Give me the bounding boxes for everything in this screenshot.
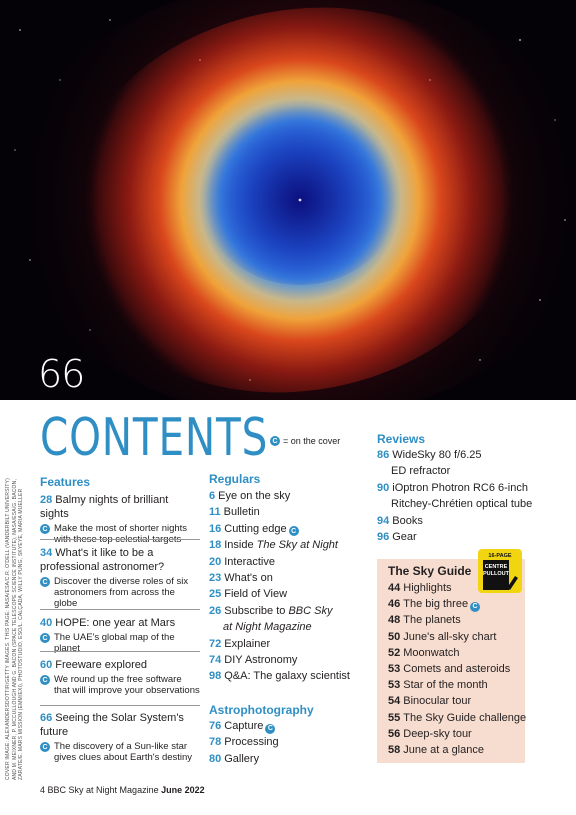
list-item[interactable] — [377, 447, 532, 463]
feature-item[interactable] — [40, 711, 200, 763]
feature-title: What's it like to be a professional astronomer? — [40, 547, 165, 573]
feature-title: Seeing the Solar System's future — [40, 712, 184, 738]
list-item[interactable] — [209, 668, 350, 684]
helix-nebula-image — [0, 0, 576, 400]
page-title: CONTENTS — [40, 408, 269, 468]
list-item[interactable] — [209, 537, 350, 553]
cover-key — [270, 436, 340, 446]
item-title-cont: at Night Magazine — [223, 621, 312, 634]
item-page: 55 — [388, 711, 401, 724]
list-item[interactable] — [209, 636, 350, 652]
item-title: The big three — [403, 598, 469, 611]
feature-item[interactable] — [40, 616, 200, 654]
item-title: Field of View — [224, 588, 288, 601]
feature-item[interactable] — [40, 493, 200, 545]
list-item[interactable] — [388, 596, 526, 612]
item-title-cont: ED refractor — [391, 465, 451, 478]
feature-page: 28 — [40, 494, 53, 506]
list-item-continued — [377, 496, 532, 512]
divider — [40, 609, 200, 610]
badge-line: PULLOUT — [483, 571, 509, 577]
item-page: 20 — [209, 555, 222, 568]
item-title: Processing — [224, 736, 279, 749]
item-page: 53 — [388, 679, 401, 692]
item-title: Books — [392, 514, 423, 527]
item-title: Star of the month — [403, 679, 488, 692]
list-item[interactable] — [209, 554, 350, 570]
feature-page: 34 — [40, 547, 53, 559]
item-page: 25 — [209, 588, 222, 601]
list-item[interactable] — [209, 734, 279, 750]
list-item[interactable] — [209, 751, 279, 767]
item-title: June's all-sky chart — [403, 630, 497, 643]
list-item[interactable] — [209, 652, 350, 668]
astrophotography-list — [209, 718, 279, 767]
item-title: The Sky Guide challenge — [403, 711, 527, 724]
item-page: 80 — [209, 752, 222, 765]
feature-sub: The UAE's global map of the planet — [54, 632, 175, 654]
item-page: 26 — [209, 604, 222, 617]
item-title: June at a glance — [403, 744, 484, 757]
item-title: The planets — [403, 614, 461, 627]
features-heading: Features — [40, 475, 91, 489]
item-page: 90 — [377, 481, 390, 494]
item-page: 86 — [377, 449, 390, 461]
item-title: Cutting edge — [224, 522, 287, 535]
item-title: Eye on the sky — [218, 490, 291, 502]
list-item[interactable] — [388, 726, 526, 742]
item-page: 6 — [209, 490, 216, 502]
astrophotography-heading: Astrophotography — [209, 703, 314, 717]
list-item[interactable] — [209, 718, 279, 734]
list-item[interactable] — [377, 480, 532, 496]
feature-item[interactable] — [40, 658, 200, 696]
feature-item[interactable] — [40, 546, 200, 609]
item-page: 11 — [209, 506, 221, 519]
item-title: Interactive — [224, 555, 275, 568]
feature-page: 40 — [40, 617, 53, 629]
item-title: Capture — [224, 720, 264, 732]
item-page: 54 — [388, 695, 401, 708]
cover-icon: C — [470, 602, 480, 612]
item-page: 48 — [388, 614, 401, 627]
item-page: 53 — [388, 663, 401, 676]
cover-key-text: = on the cover — [283, 436, 341, 446]
feature-title: HOPE: one year at Mars — [55, 617, 176, 629]
feature-title: Balmy nights of brilliant sights — [40, 494, 169, 520]
list-item[interactable] — [209, 504, 350, 520]
list-item[interactable] — [209, 586, 350, 602]
item-title: Comets and asteroids — [403, 663, 511, 676]
feature-sub: The discovery of a Sun-like star gives clues about Earth's destiny — [54, 741, 193, 763]
item-title: Highlights — [403, 582, 452, 594]
cover-icon: C — [265, 724, 275, 734]
divider — [40, 539, 200, 540]
divider — [40, 705, 200, 706]
list-item[interactable] — [388, 677, 526, 693]
regulars-list — [209, 488, 350, 685]
footer-issue: June 2022 — [161, 785, 205, 795]
item-title: Subscribe to — [224, 604, 286, 617]
badge-line: CENTRE — [484, 564, 508, 570]
item-page: 52 — [388, 646, 401, 659]
item-page: 50 — [388, 630, 401, 643]
item-page: 78 — [209, 736, 222, 749]
list-item[interactable] — [388, 710, 526, 726]
list-item[interactable] — [388, 742, 526, 758]
item-title: Inside — [224, 539, 254, 552]
item-page: 44 — [388, 582, 401, 594]
item-page: 23 — [209, 572, 222, 585]
feature-page: 66 — [40, 712, 53, 724]
item-title: Gallery — [224, 752, 260, 765]
hero-image — [0, 0, 576, 400]
item-title: What's on — [224, 572, 273, 585]
reviews-heading: Reviews — [377, 432, 426, 446]
cover-icon: C — [40, 577, 50, 587]
item-title: Q&A: The galaxy scientist — [224, 670, 350, 683]
item-title: Gear — [392, 531, 417, 544]
item-page: 76 — [209, 720, 222, 732]
item-page: 96 — [377, 531, 390, 544]
list-item[interactable] — [388, 661, 526, 677]
footer-magazine: BBC Sky at Night Magazine — [47, 785, 159, 795]
image-credits: COVER IMAGE: ALEXANDERSDOTTIR/GETTY IMAGES. THIS PAGE: NASA/ESA/C.R. O'DELL (VANDERBILT UNIVERSITY) AND M. MEIXNER, P. MCCULLOUGH AND G. BACON (SPACE TELESCOPE SCIENCE INSTITUTE), NASA/ESA/G. BACON, ZARATE/E. MARS MISSION (EMM/EXI), PHOTOSTUDIO, ESO/L. CALÇADA, WILLY PUNG, SKYEYE, MARIA MUELLER — [5, 477, 24, 780]
item-title: Binocular tour — [403, 695, 472, 708]
hero-page-number: 66 — [38, 352, 85, 396]
feature-sub: Make the most of shorter nights with these top celestial targets — [54, 523, 188, 545]
footer-page-number: 4 — [40, 785, 46, 795]
list-item[interactable] — [377, 529, 532, 545]
list-item[interactable] — [388, 580, 526, 596]
item-page: 16 — [209, 522, 222, 535]
item-page: 74 — [209, 654, 222, 667]
item-title: WideSky 80 f/6.25 — [392, 449, 482, 461]
sky-guide-list — [388, 580, 526, 758]
item-title: Bulletin — [223, 506, 260, 519]
cover-icon: C — [289, 526, 299, 536]
item-title-italic: BBC Sky — [288, 604, 333, 617]
regulars-heading: Regulars — [209, 472, 261, 486]
list-item[interactable] — [388, 645, 526, 661]
cover-icon: C — [40, 524, 50, 534]
list-item[interactable] — [209, 603, 350, 619]
item-title-cont: Ritchey-Chrétien optical tube — [391, 498, 533, 511]
item-title: Moonwatch — [403, 646, 460, 659]
list-item[interactable] — [388, 612, 526, 628]
item-page: 56 — [388, 727, 401, 740]
sky-guide-heading: The Sky Guide — [388, 564, 472, 578]
item-title: iOptron Photron RC6 6-inch — [392, 481, 528, 494]
cover-icon: C — [40, 675, 50, 685]
list-item-continued — [377, 463, 532, 479]
list-item[interactable] — [377, 513, 532, 529]
list-item[interactable] — [209, 488, 350, 504]
item-page: 46 — [388, 598, 401, 611]
item-page: 58 — [388, 744, 401, 757]
page-footer — [40, 785, 205, 795]
list-item-continued — [209, 619, 350, 635]
list-item[interactable] — [388, 693, 526, 709]
feature-sub: Discover the diverse roles of six astronomers from across the globe — [54, 576, 189, 609]
feature-sub: We round up the free software that will improve your observations — [54, 674, 200, 696]
item-title: Explainer — [224, 637, 271, 650]
item-title-italic: The Sky at Night — [256, 539, 338, 552]
reviews-list — [377, 447, 532, 545]
cover-icon: C — [40, 742, 50, 752]
badge-line: 16-PAGE — [488, 553, 512, 559]
divider — [40, 651, 200, 652]
item-page: 18 — [209, 539, 222, 552]
item-page: 72 — [209, 637, 222, 650]
feature-page: 60 — [40, 659, 53, 671]
item-page: 98 — [209, 670, 222, 683]
cover-icon: C — [40, 633, 50, 643]
item-title: Deep-sky tour — [403, 727, 472, 740]
list-item[interactable] — [209, 521, 350, 537]
cover-icon: C — [270, 436, 280, 446]
feature-title: Freeware explored — [55, 659, 147, 671]
item-page: 94 — [377, 514, 390, 527]
list-item[interactable] — [388, 629, 526, 645]
list-item[interactable] — [209, 570, 350, 586]
item-title: DIY Astronomy — [224, 654, 298, 667]
